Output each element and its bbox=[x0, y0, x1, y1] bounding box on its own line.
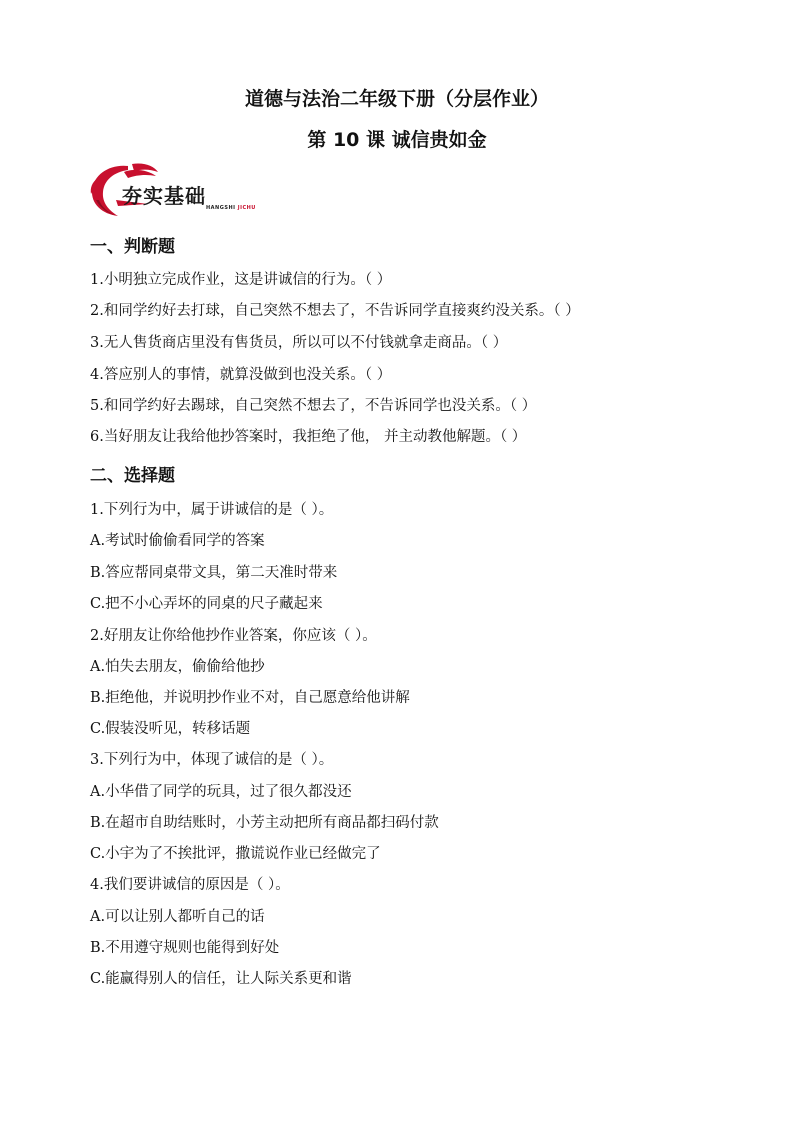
mc-question-4-option-a: A.可以让别人都听自己的话 bbox=[90, 909, 265, 925]
mc-question-4-option-c: C.能赢得别人的信任，让人际关系更和谐 bbox=[90, 971, 352, 987]
tf-question-2: 2.和同学约好去打球，自己突然不想去了，不告诉同学直接爽约没关系。（ ） bbox=[90, 303, 580, 319]
mc-question-3-stem: 3.下列行为中，体现了诚信的是（ ）。 bbox=[90, 752, 334, 768]
section-heading-true-false: 一、判断题 bbox=[90, 237, 175, 257]
mc-question-2-stem: 2.好朋友让你给他抄作业答案，你应该（ ）。 bbox=[90, 628, 377, 644]
mc-question-1-option-a: A.考试时偷偷看同学的答案 bbox=[90, 533, 265, 549]
mc-question-4-option-b: B.不用遵守规则也能得到好处 bbox=[90, 940, 280, 956]
mc-question-3-option-a: A.小华借了同学的玩具，过了很久都没还 bbox=[90, 784, 352, 800]
badge-pinyin bbox=[206, 205, 256, 211]
mc-question-4-stem: 4.我们要讲诚信的原因是（ ）。 bbox=[90, 877, 290, 893]
tf-question-5: 5.和同学约好去踢球，自己突然不想去了，不告诉同学也没关系。（ ） bbox=[90, 398, 537, 414]
tf-question-6: 6.当好朋友让我给他抄答案时，我拒绝了他， 并主动教他解题。（ ） bbox=[90, 429, 527, 445]
mc-question-2-option-c: C.假装没听见，转移话题 bbox=[90, 721, 251, 737]
badge-pinyin-red: JICHU bbox=[237, 205, 256, 211]
mc-question-2-option-a: A.怕失去朋友，偷偷给他抄 bbox=[90, 659, 265, 675]
section-badge bbox=[88, 160, 256, 218]
lesson-title: 第 10 课 诚信贵如金 bbox=[307, 129, 487, 151]
section-heading-multiple-choice: 二、选择题 bbox=[90, 466, 175, 486]
tf-question-1: 1.小明独立完成作业，这是讲诚信的行为。（ ） bbox=[90, 272, 392, 288]
page-title: 道德与法治二年级下册（分层作业） bbox=[244, 88, 549, 110]
mc-question-3-option-c: C.小宇为了不挨批评，撒谎说作业已经做完了 bbox=[90, 846, 381, 862]
tf-question-4: 4.答应别人的事情，就算没做到也没关系。（ ） bbox=[90, 367, 392, 383]
badge-pinyin-black: HANGSHI bbox=[206, 205, 238, 211]
mc-question-1-option-c: C.把不小心弄坏的同桌的尺子藏起来 bbox=[90, 596, 323, 612]
mc-question-1-stem: 1.下列行为中，属于讲诚信的是（ ）。 bbox=[90, 502, 334, 518]
mc-question-1-option-b: B.答应帮同桌带文具，第二天准时带来 bbox=[90, 565, 338, 581]
tf-question-3: 3.无人售货商店里没有售货员，所以可以不付钱就拿走商品。（ ） bbox=[90, 335, 508, 351]
mc-question-3-option-b: B.在超市自助结账时，小芳主动把所有商品都扫码付款 bbox=[90, 815, 439, 831]
badge-label: 夯实基础 bbox=[122, 184, 206, 208]
mc-question-2-option-b: B.拒绝他，并说明抄作业不对，自己愿意给他讲解 bbox=[90, 690, 410, 706]
